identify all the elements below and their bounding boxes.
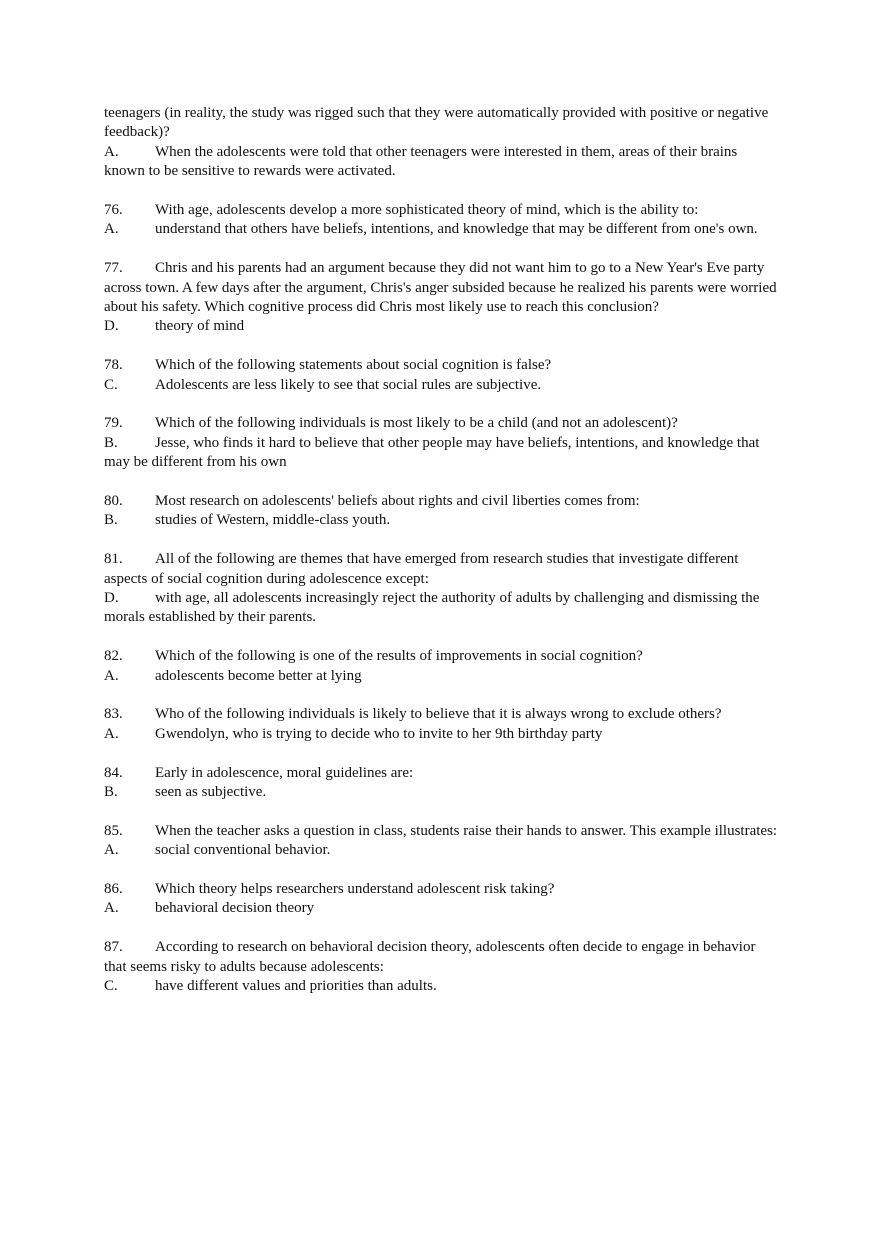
question-item bbox=[104, 764, 780, 803]
answer-text: adolescents become better at lying bbox=[155, 667, 362, 684]
answer-line bbox=[104, 841, 780, 860]
question-text bbox=[104, 550, 780, 589]
answer-line bbox=[104, 376, 780, 395]
answer-line bbox=[104, 317, 780, 336]
question-number: 78. bbox=[104, 357, 123, 374]
answer-line bbox=[104, 434, 780, 473]
answer-letter: D. bbox=[104, 318, 119, 335]
question-text-content: When the teacher asks a question in class, students raise their hands to answer. This example illustrates: bbox=[155, 822, 778, 839]
question-text-content: Early in adolescence, moral guidelines are: bbox=[155, 764, 414, 781]
question-item bbox=[104, 880, 780, 919]
answer-text: Adolescents are less likely to see that social rules are subjective. bbox=[155, 376, 542, 393]
answer-letter: A. bbox=[104, 143, 119, 160]
answer-line bbox=[104, 899, 780, 918]
answer-text: with age, all adolescents increasingly reject the authority of adults by challenging and dismissing the morals established by their parents. bbox=[104, 590, 760, 626]
question-item bbox=[104, 356, 780, 395]
question-text bbox=[104, 938, 780, 977]
question-text-content: Which theory helps researchers understand adolescent risk taking? bbox=[155, 881, 555, 898]
question-text-content: teenagers (in reality, the study was rigged such that they were automatically provided with positive or negative feedback)? bbox=[104, 105, 769, 141]
answer-text: Gwendolyn, who is trying to decide who to invite to her 9th birthday party bbox=[155, 725, 603, 742]
question-item bbox=[104, 259, 780, 337]
question-text bbox=[104, 104, 780, 143]
question-item bbox=[104, 938, 780, 996]
answer-text: social conventional behavior. bbox=[155, 842, 331, 859]
question-number: 84. bbox=[104, 764, 123, 781]
question-item bbox=[104, 201, 780, 240]
question-text bbox=[104, 705, 780, 724]
question-text bbox=[104, 259, 780, 317]
answer-text: studies of Western, middle-class youth. bbox=[155, 512, 391, 529]
question-text-content: Most research on adolescents' beliefs about rights and civil liberties comes from: bbox=[155, 493, 640, 510]
question-text-content: Which of the following is one of the results of improvements in social cognition? bbox=[155, 648, 643, 665]
question-text bbox=[104, 880, 780, 899]
answer-line bbox=[104, 977, 780, 996]
answer-text: understand that others have beliefs, intentions, and knowledge that may be different from one's own. bbox=[155, 221, 758, 238]
question-number: 77. bbox=[104, 260, 123, 277]
answer-letter: A. bbox=[104, 221, 119, 238]
question-number: 80. bbox=[104, 493, 123, 510]
answer-letter: D. bbox=[104, 590, 119, 607]
answer-line bbox=[104, 783, 780, 802]
question-item bbox=[104, 822, 780, 861]
question-number: 83. bbox=[104, 706, 123, 723]
question-text bbox=[104, 647, 780, 666]
answer-letter: C. bbox=[104, 978, 118, 995]
answer-line bbox=[104, 511, 780, 530]
question-number: 87. bbox=[104, 939, 123, 956]
answer-text: seen as subjective. bbox=[155, 784, 267, 801]
question-number: 82. bbox=[104, 648, 123, 665]
answer-line bbox=[104, 589, 780, 628]
question-text-content: Chris and his parents had an argument because they did not want him to go to a New Year's Eve party across town. A few days after the argument, Chris's anger subsided because he realized his parents were worried about his safety. Which cognitive process did Chris most likely use to reach this conclusion? bbox=[104, 260, 777, 316]
question-text-content: All of the following are themes that have emerged from research studies that investigate different aspects of social cognition during adolescence except: bbox=[104, 551, 739, 587]
answer-letter: A. bbox=[104, 842, 119, 859]
answer-letter: B. bbox=[104, 512, 118, 529]
question-number: 76. bbox=[104, 202, 123, 219]
answer-letter: B. bbox=[104, 784, 118, 801]
question-item bbox=[104, 647, 780, 686]
question-number: 86. bbox=[104, 881, 123, 898]
question-item bbox=[104, 550, 780, 628]
question-number: 85. bbox=[104, 822, 123, 839]
answer-line bbox=[104, 667, 780, 686]
question-text-content: Who of the following individuals is likely to believe that it is always wrong to exclude others? bbox=[155, 706, 722, 723]
answer-letter: A. bbox=[104, 900, 119, 917]
answer-letter: A. bbox=[104, 725, 119, 742]
question-text bbox=[104, 201, 780, 220]
question-text-content: With age, adolescents develop a more sophisticated theory of mind, which is the ability to: bbox=[155, 202, 699, 219]
answer-letter: C. bbox=[104, 376, 118, 393]
question-text bbox=[104, 356, 780, 375]
answer-line bbox=[104, 220, 780, 239]
question-list bbox=[104, 201, 780, 996]
answer-text: theory of mind bbox=[155, 318, 245, 335]
question-text bbox=[104, 822, 780, 841]
answer-line bbox=[104, 143, 780, 182]
question-continuation bbox=[104, 104, 780, 182]
question-item bbox=[104, 705, 780, 744]
answer-text: Jesse, who finds it hard to believe that other people may have beliefs, intentions, and knowledge that may be different from his own bbox=[104, 434, 760, 471]
document-page bbox=[104, 104, 780, 1016]
question-item bbox=[104, 414, 780, 472]
answer-text: When the adolescents were told that other teenagers were interested in them, areas of their brains known to be sensitive to rewards were activated. bbox=[104, 143, 738, 180]
question-text bbox=[104, 492, 780, 511]
answer-text: behavioral decision theory bbox=[155, 900, 315, 917]
question-item bbox=[104, 492, 780, 531]
answer-text: have different values and priorities than adults. bbox=[155, 978, 437, 995]
question-number: 81. bbox=[104, 551, 123, 568]
answer-letter: B. bbox=[104, 434, 118, 451]
question-text bbox=[104, 414, 780, 433]
answer-letter: A. bbox=[104, 667, 119, 684]
question-text-content: According to research on behavioral decision theory, adolescents often decide to engage in behavior that seems risky to adults because adolescents: bbox=[104, 939, 756, 975]
question-text bbox=[104, 764, 780, 783]
question-text-content: Which of the following statements about social cognition is false? bbox=[155, 357, 552, 374]
question-text-content: Which of the following individuals is most likely to be a child (and not an adolescent)? bbox=[155, 415, 678, 432]
answer-line bbox=[104, 725, 780, 744]
question-number: 79. bbox=[104, 415, 123, 432]
